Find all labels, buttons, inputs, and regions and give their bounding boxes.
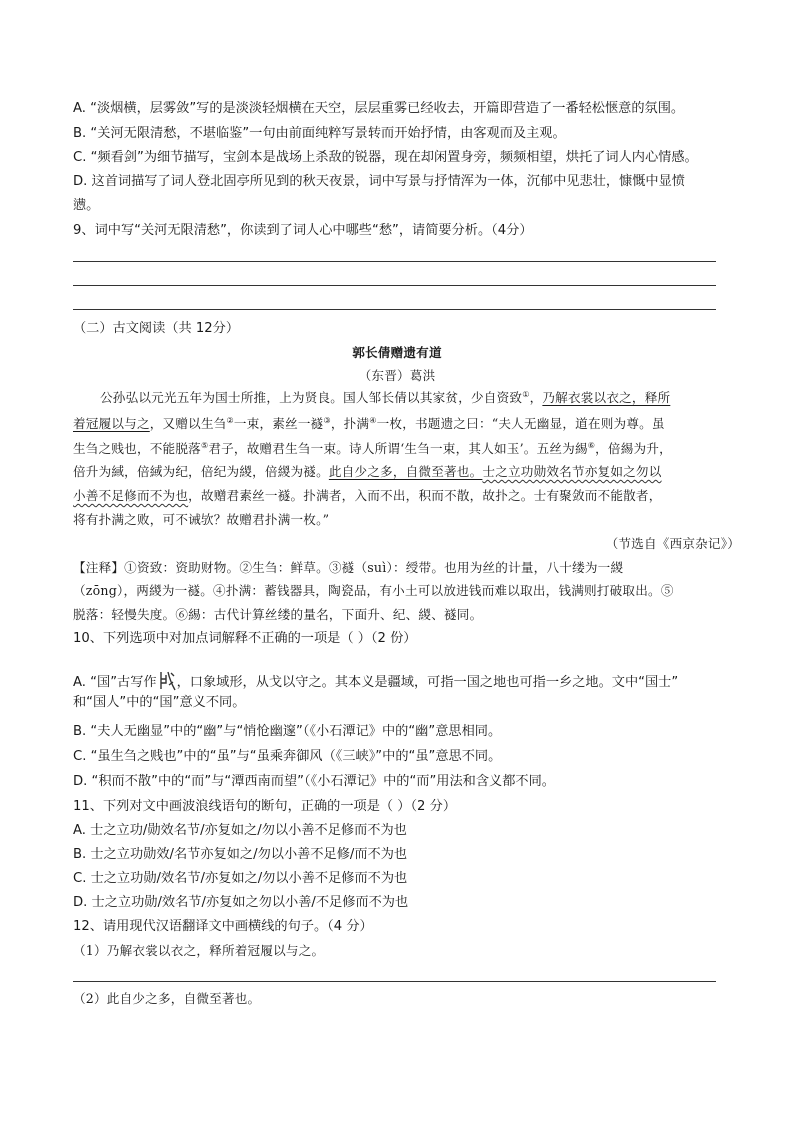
- passage-line: 生刍之贱也，不能脱落⑤君子，故赠君生刍一束。诗人所谓‘生刍一束，其人如玉’。五丝为緆⑥，倍緆为升，: [73, 440, 672, 456]
- passage-line: 将有扑满之败，可不诫欤？故赠君扑满一枚。”: [73, 512, 330, 527]
- section-heading: （二）古文阅读（共 12分）: [73, 321, 240, 336]
- q10-option-c: C. “虽生刍之贱也”中的“虽”与“虽乘奔御风（《三峡》”中的“虽”意思不同。: [73, 749, 502, 764]
- q8-option-c: C. “频看剑”为细节描写，宝剑本是战场上杀敌的锐器，现在却闲置身旁，频频相望，烘托了词人内心情感。: [73, 150, 698, 165]
- q12-sentence-2: （2）此自少之多，自微至著也。: [73, 991, 261, 1006]
- passage-line: 倍升为緎，倍緎为纪，倍纪为緵，倍緵为襚。此自少之多，自微至著也。士之立功勋效名节亦复如之勿以: [73, 464, 662, 479]
- q10-question: 10、下列选项中对加点词解释不正确的一项是（ ）（2 份）: [73, 631, 417, 646]
- passage-source: （节选自《西京杂记》）: [605, 536, 740, 551]
- q9-question: 9、词中写“关河无限清愁”，你读到了词人心中哪些“愁”，请简要分析。（4分）: [73, 223, 533, 238]
- q11-question: 11、下列对文中画波浪线语句的断句，正确的一项是（ ）（2 分）: [73, 799, 457, 814]
- answer-line: [73, 261, 716, 262]
- q10-option-b: B. “夫人无幽显”中的“幽”与“悄怆幽邃”（《小石潭记》中的“幽”意思相同。: [73, 724, 502, 739]
- answer-line: [73, 285, 716, 286]
- passage-line: 小善不足修而不为也，故赠君素丝一襚。扑满者，入而不出，积而不散，故扑之。士有聚敛而不能散者，: [73, 488, 662, 503]
- q12-question: 12、请用现代汉语翻译文中画横线的句子。（4 分）: [73, 919, 373, 934]
- q8-option-a: A. “淡烟横，层雾敛”写的是淡淡轻烟横在天空，层层重雾已经收去，开篇即营造了一番轻松惬意的氛围。: [73, 101, 685, 116]
- q10-option-a-cont: 和“国人”中的“国”意义不同。: [73, 695, 246, 710]
- ancient-guo-glyph-icon: [157, 669, 177, 693]
- notes-line: 【注释】①资致：资助财物。②生刍：鲜草。③襚（suì）：绶带。也用为丝的计量，八十缕为一緵: [73, 560, 624, 575]
- q8-option-d-line1: D. 这首词描写了词人登北固亭所见到的秋天夜景，词中写景与抒情浑为一体，沉郁中见悲壮，慷慨中显愤: [73, 174, 685, 189]
- q11-option-c: C. 士之立功勋/效名节/亦复如之/勿以小善不足修而不为也: [73, 871, 408, 886]
- passage-title: 郭长倩赠遗有道: [352, 345, 442, 360]
- passage-line: 着冠履以与之，又赠以生刍②一束，素丝一襚③，扑满④一枚，书题遗之曰：“夫人无幽显，道在则为尊。虽: [73, 415, 665, 431]
- q10-option-a: A. “国”古写作 ，口象域形，从戈以守之。其本义是疆域，可指一国之地也可指一乡之地。文中“国士”: [73, 669, 723, 693]
- notes-line: （zōng），两緵为一襚。④扑满：蓄钱器具，陶瓷品，有小土可以放进钱而难以取出，钱满则打破取出。⑤: [73, 583, 674, 598]
- answer-line: [73, 981, 716, 982]
- q8-option-d-line2: 懑。: [73, 198, 100, 213]
- q10-option-d: D. “积而不散”中的“而”与“潭西南而望”（《小石潭记》中的“而”用法和含义都不同。: [73, 774, 555, 789]
- q12-sentence-1: （1）乃解衣裳以衣之，释所着冠履以与之。: [73, 943, 325, 958]
- q8-option-b: B. “关河无限清愁，不堪临鉴”一句由前面纯粹写景转而开始抒情，由客观而及主观。: [73, 126, 566, 141]
- answer-line: [73, 309, 716, 310]
- q11-option-a: A. 士之立功/勋效名节/亦复如之/勿以小善不足修而不为也: [73, 823, 407, 838]
- passage-line: 公孙弘以元光五年为国士所推，上为贤良。国人邹长倩以其家贫，少自资致①，乃解衣裳以衣之，释所: [100, 389, 671, 405]
- q11-option-b: B. 士之立功勋效/名节亦复如之/勿以小善不足修/而不为也: [73, 847, 408, 862]
- q11-option-d: D. 士之立功勋/效名节/亦复如之勿以小善/不足修而不为也: [73, 895, 409, 910]
- passage-author: （东晋）葛洪: [358, 368, 436, 383]
- notes-line: 脱落：轻慢失度。⑥緆：古代计算丝缕的量名，下面升、纪、緵、襚同。: [73, 607, 483, 622]
